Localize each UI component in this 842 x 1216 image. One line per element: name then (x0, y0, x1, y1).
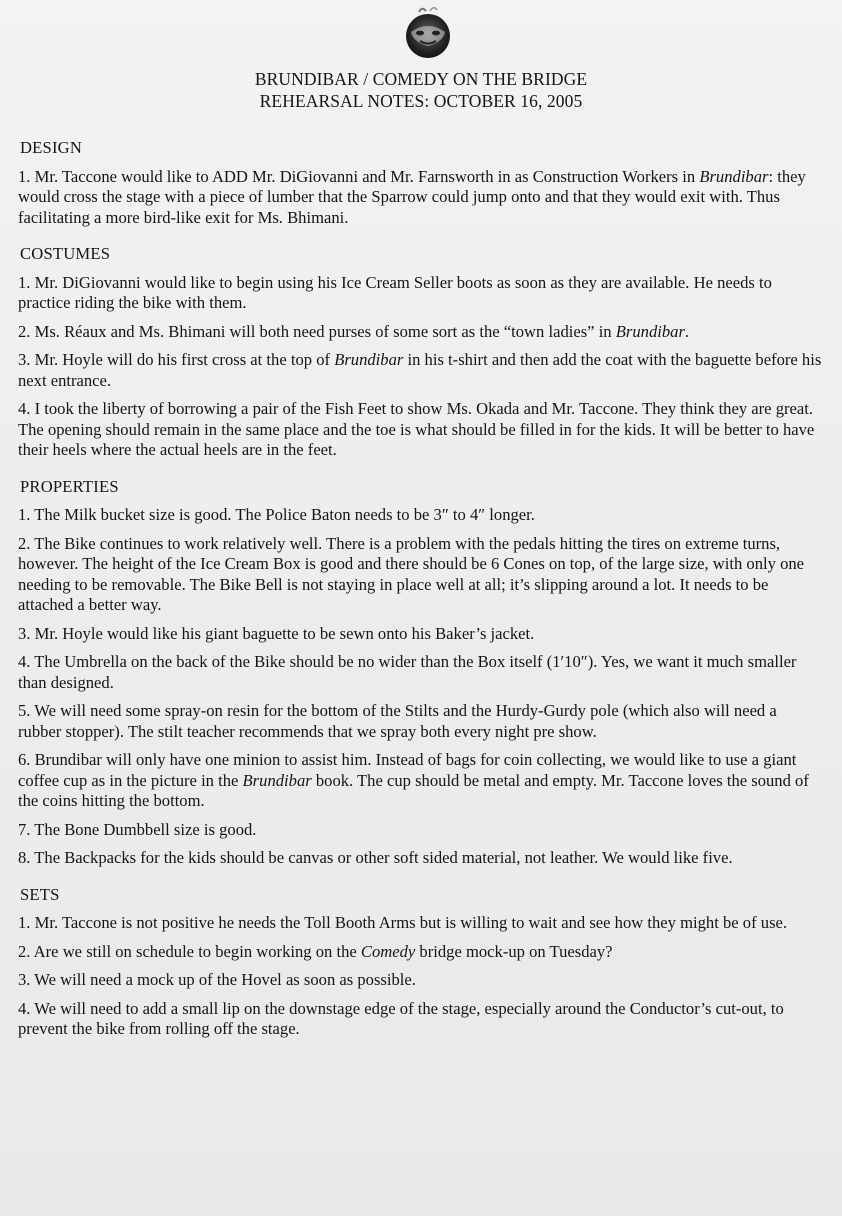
item-text: 1. Mr. Taccone would like to ADD Mr. DiGiovanni and Mr. Farnsworth in as Construction Workers in (18, 166, 700, 186)
item-text: 4. I took the liberty of borrowing a pair of the Fish Feet to show Ms. Okada and Mr. Taccone. They think they are great. The opening should remain in the same place and the toe is what should be filled in for the kids. It will be better to have their heels where the actual heels are in the feet. (18, 399, 815, 459)
header-subtitle: REHEARSAL NOTES: OCTOBER 16, 2005 (259, 91, 583, 111)
item-text: 4. We will need to add a small lip on the downstage edge of the stage, especially around the Conductor’s cut-out, to prevent the bike from rolling off the stage. (18, 998, 784, 1038)
item-text: 3. We will need a mock up of the Hovel as soon as possible. (18, 970, 416, 989)
list-item (18, 624, 824, 645)
item-text: 5. We will need some spray-on resin for the bottom of the Stilts and the Hurdy-Gurdy pole (which also will need a rubber stopper). The stilt teacher recommends that we spray both every night pre show. (18, 701, 777, 741)
item-text: : they would cross the stage with a piece of lumber that the Sparrow could jump onto and that they would exit with. Thus facilitating a more bird-like exit for Ms. Bhimani. (18, 166, 806, 227)
item-text: . (684, 321, 690, 341)
item-text: 4. The Umbrella on the back of the Bike should be no wider than the Box itself (1′10″). Yes, we want it much smaller than designed. (18, 652, 797, 692)
item-text: book. The cup should be metal and empty. Mr. Taccone loves the sound of the coins hitting the bottom. (18, 770, 809, 810)
item-text: 2. Are we still on schedule to begin working on the (18, 941, 361, 961)
item-text: 8. The Backpacks for the kids should be canvas or other soft sided material, not leather. We would like five. (18, 848, 733, 867)
document-header (0, 68, 842, 112)
item-italic: Brundibar (334, 350, 404, 369)
section-title-costumes: COSTUMES (20, 244, 111, 263)
item-text: 3. Mr. Hoyle would like his giant baguette to be sewn onto his Baker’s jacket. (18, 623, 535, 643)
item-text: 2. Ms. Réaux and Ms. Bhimani will both need purses of some sort as the “town ladies” in (18, 321, 616, 341)
section-design (18, 138, 824, 228)
item-italic: Brundibar (699, 166, 769, 186)
header-title: BRUNDIBAR / COMEDY ON THE BRIDGE (254, 69, 588, 89)
list-item (18, 820, 824, 841)
item-italic: Brundibar (615, 321, 685, 341)
theater-mask-icon (403, 2, 453, 60)
list-item (18, 942, 824, 963)
list-item (18, 970, 824, 991)
section-properties (18, 477, 824, 869)
item-text: 2. The Bike continues to work relatively well. There is a problem with the pedals hitting the tires on extreme turns, however. The height of the Ice Cream Box is good and there should be 6 Cones on top, of the large size, with only one needing to be removable. The Bike Bell is not staying in place well at all; it’s slipping around a lot. It needs to be attached a better way. (18, 533, 805, 614)
section-sets (18, 885, 824, 1040)
list-item (18, 167, 824, 229)
list-item (18, 534, 824, 616)
list-item (18, 848, 824, 869)
list-item (18, 273, 824, 314)
section-title-properties: PROPERTIES (20, 476, 119, 496)
item-text: bridge mock-up on Tuesday? (415, 941, 613, 961)
item-text: 1. Mr. DiGiovanni would like to begin using his Ice Cream Seller boots as soon as they are available. He needs to practice riding the bike with them. (18, 272, 772, 312)
item-text: 1. Mr. Taccone is not positive he needs the Toll Booth Arms but is willing to wait and see how they might be of use. (18, 913, 788, 932)
list-item (18, 999, 824, 1040)
item-text: 7. The Bone Dumbbell size is good. (18, 819, 257, 839)
list-item (18, 399, 824, 461)
item-text: 3. Mr. Hoyle will do his first cross at the top of (18, 350, 335, 369)
item-italic: Brundibar (242, 770, 312, 790)
section-title-design: DESIGN (20, 138, 83, 157)
notes-body (18, 138, 824, 1048)
section-title-sets: SETS (20, 884, 60, 904)
list-item (18, 505, 824, 526)
list-item (18, 350, 824, 391)
list-item (18, 913, 824, 934)
item-text: 6. Brundibar will only have one minion to assist him. Instead of bags for coin collecting, we would like to use a giant coffee cup as in the picture in the (18, 750, 797, 790)
list-item (18, 701, 824, 742)
item-italic: Comedy (360, 941, 416, 961)
list-item (18, 750, 824, 812)
list-item (18, 322, 824, 343)
item-text: in his t-shirt and then add the coat with the baguette before his next entrance. (18, 350, 822, 390)
section-costumes (18, 244, 824, 461)
item-text: 1. The Milk bucket size is good. The Police Baton needs to be 3″ to 4″ longer. (18, 505, 535, 524)
list-item (18, 652, 824, 693)
